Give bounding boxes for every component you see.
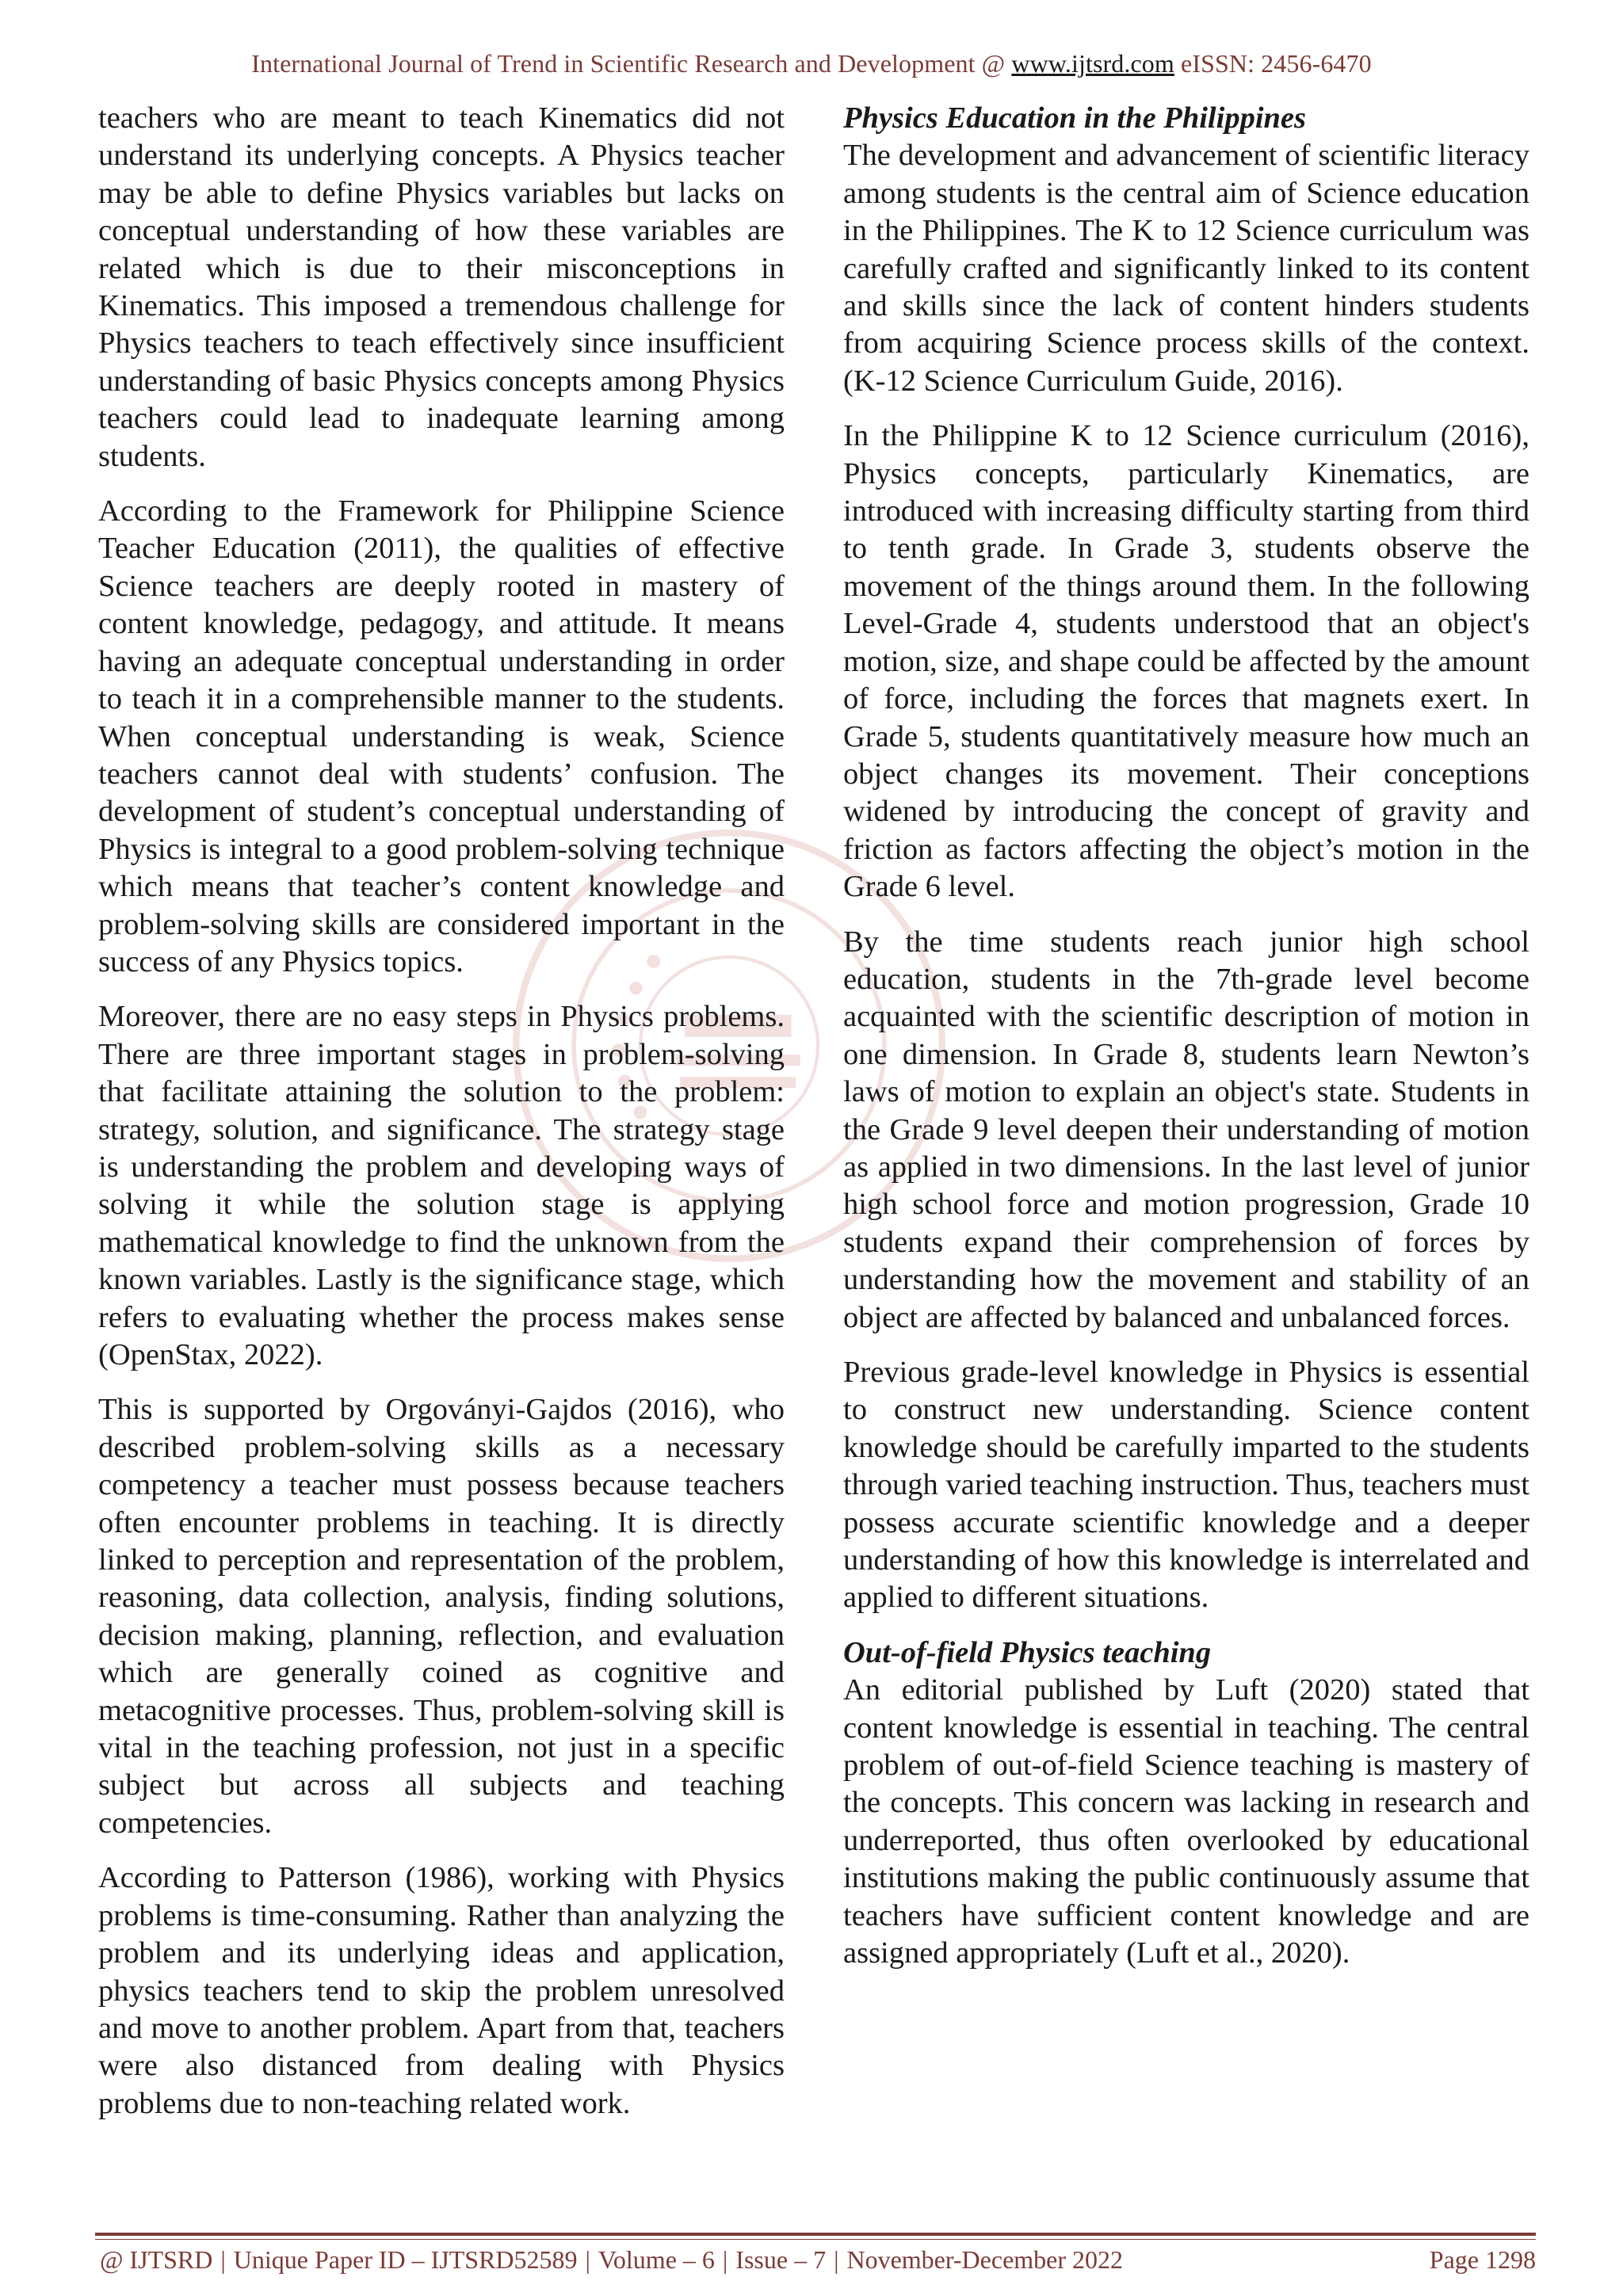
footer-date: November-December 2022 <box>846 2245 1124 2274</box>
paragraph: Previous grade-level knowledge in Physics is essential to construct new understanding. Science content knowledge should be carefully imparted to the students through varied teaching instruction. Thus, teachers must possess accurate scientific knowledge and a deeper understanding of how this knowledge is interrelated and applied to different situations. <box>843 1356 1529 1615</box>
footer-volume: Volume – 6 <box>598 2245 715 2274</box>
page-number: Page 1298 <box>1429 2245 1536 2274</box>
footer-issue: Issue – 7 <box>735 2245 827 2274</box>
section-heading-physics-education: Physics Education in the Philippines <box>843 101 1307 135</box>
footer-divider-thin <box>95 2239 1536 2240</box>
paragraph: Moreover, there are no easy steps in Physics problems. There are three important stages in problem-solving that facilitate attaining the solution to the problem: strategy, solution, and significance. The strategy stage is understanding the problem and developing ways of solving it while the solution stage is applying mathematical knowledge to find the unknown from the known variables. Lastly is the significance stage, which refers to evaluating whether the process makes sense (OpenStax, 2022). <box>98 1000 785 1371</box>
footer-journal: @ IJTSRD <box>100 2245 213 2274</box>
paragraph: An editorial published by Luft (2020) stated that content knowledge is essential in teaching. The central problem of out-of-field Science teaching is mastery of the concepts. This concern was lacking in research and underreported, thus often overlooked by educational institutions making the public continuously assume that teachers have sufficient content knowledge and are assigned appropriately (Luft et al., 2020). <box>843 1673 1529 1970</box>
paragraph: According to the Framework for Philippine Science Teacher Education (2011), the qualities of effective Science teachers are deeply rooted in mastery of content knowledge, pedagogy, and attitude. It means having an adequate conceptual understanding in order to teach it in a comprehensible manner to the students. When conceptual understanding is weak, Science teachers cannot deal with students’ confusion. The development of student’s conceptual understanding of Physics is integral to a good problem-solving technique which means that teacher’s content knowledge and problem-solving skills are considered important in the success of any Physics topics. <box>98 494 785 978</box>
paragraph: In the Philippine K to 12 Science curriculum (2016), Physics concepts, particularly Kinematics, are introduced with increasing difficulty starting from third to tenth grade. In Grade 3, students observe the movement of the things around them. In the following Level-Grade 4, students understood that an object's motion, size, and shape could be affected by the amount of force, including the forces that magnets exert. In Grade 5, students quantitatively measure how much an object changes its movement. Their conceptions widened by introducing the concept of gravity and friction as factors affecting the object’s motion in the Grade 6 level. <box>843 419 1529 904</box>
journal-name: International Journal of Trend in Scientific Research and Development @ <box>251 49 1006 78</box>
right-column <box>843 100 1529 1990</box>
footer-divider <box>95 2233 1536 2236</box>
journal-issn: eISSN: 2456-6470 <box>1181 49 1372 78</box>
paragraph: teachers who are meant to teach Kinematics did not understand its underlying concepts. A Physics teacher may be able to define Physics variables but lacks on conceptual understanding of how these variables are related which is due to their misconceptions in Kinematics. This imposed a tremendous challenge for Physics teachers to teach effectively since insufficient understanding of basic Physics concepts among Physics teachers could lead to inadequate learning among students. <box>98 101 785 473</box>
paragraph: According to Patterson (1986), working with Physics problems is time-consuming. Rather than analyzing the problem and its underlying ideas and application, physics teachers tend to skip the problem unresolved and move to another problem. Apart from that, teachers were also distanced from dealing with Physics problems due to non-teaching related work. <box>98 1861 785 2120</box>
running-header <box>0 49 1623 78</box>
paragraph: By the time students reach junior high school education, students in the 7th-grade level become acquainted with the scientific description of motion in one dimension. In Grade 8, students learn Newton’s laws of motion to explain an object's state. Students in the Grade 9 level deepen their understanding of motion as applied in two dimensions. In the last level of junior high school force and motion progression, Grade 10 students expand their comprehension of forces by understanding how the movement and stability of an object are affected by balanced and unbalanced forces. <box>843 925 1529 1334</box>
paragraph: The development and advancement of scientific literacy among students is the central aim of Science education in the Philippines. The K to 12 Science curriculum was carefully crafted and significantly linked to its content and skills since the lack of content hinders students from acquiring Science process skills of the context. (K-12 Science Curriculum Guide, 2016). <box>843 139 1529 398</box>
footer-paper-id: Unique Paper ID – IJTSRD52589 <box>233 2245 578 2274</box>
running-footer: @ IJTSRD | Unique Paper ID – IJTSRD52589 | Volume – 6 | Issue – 7 | November-December 2022 Page 1298 <box>100 2245 1536 2274</box>
journal-url-link[interactable]: www.ijtsrd.com <box>1011 49 1174 78</box>
section-heading-out-of-field: Out-of-field Physics teaching <box>843 1635 1212 1669</box>
paragraph: This is supported by Orgoványi-Gajdos (2016), who described problem-solving skills as a necessary competency a teacher must possess because teachers often encounter problems in teaching. It is directly linked to perception and representation of the problem, reasoning, data collection, analysis, finding solutions, decision making, planning, reflection, and evaluation which are generally coined as cognitive and metacognitive processes. Thus, problem-solving skill is vital in the teaching profession, not just in a specific subject but across all subjects and teaching competencies. <box>98 1393 785 1840</box>
left-column <box>98 100 785 2140</box>
